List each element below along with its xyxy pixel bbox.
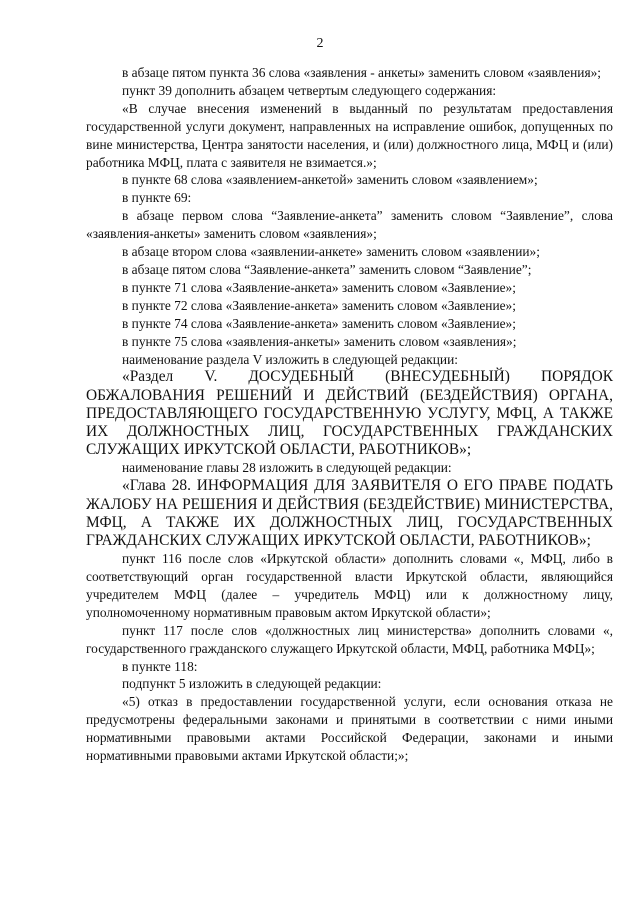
paragraph: в пункте 74 слова «Заявление-анкета» заменить словом «Заявление»; [122,315,516,331]
paragraph: «В случае внесения изменений в выданный по результатам предоставления государственной услуги документ, направленных на исправление ошибок, допущенных по вине министерства, Центра занятости населения, и (или) должностного лица, МФЦ и (или) работника МФЦ, плата с заявителя не взимается.»; [86,100,613,170]
paragraph: в пункте 75 слова «заявления-анкеты» заменить словом «заявления»; [122,333,517,349]
paragraph: наименование раздела V изложить в следующей редакции: [122,351,458,367]
page-number: 2 [316,36,324,51]
chapter-title-quote: «Глава 28. ИНФОРМАЦИЯ ДЛЯ ЗАЯВИТЕЛЯ О ЕГО ПРАВЕ ПОДАТЬ ЖАЛОБУ НА РЕШЕНИЯ И ДЕЙСТВИЯ (БЕЗДЕЙСТВИЕ) МИНИСТЕРСТВА, МФЦ, А ТАКЖЕ ИХ ДОЛЖНОСТНЫХ ЛИЦ, ГОСУДАРСТВЕННЫХ ГРАЖДАНСКИХ СЛУЖАЩИХ ИРКУТСКОЙ ОБЛАСТИ, РАБОТНИКОВ»; [86,477,613,549]
paragraph: в абзаце пятом пункта 36 слова «заявления - анкеты» заменить словом «заявления»; [122,65,602,80]
paragraph: в пункте 118: [122,658,198,674]
paragraph: «5) отказ в предоставлении государственной услуги, если основания отказа не предусмотрены федеральными законами и принятыми в соответствии с ними иными нормативными правовыми актами Российской Федерации, законами и иными нормативными правовыми актами Иркутской области;»; [86,694,613,764]
paragraph: в абзаце первом слова “Заявление-анкета” заменить словом “Заявление”, слова «заявления-анкеты» заменить словом «заявления»; [86,208,613,242]
section-title-quote: «Раздел V. ДОСУДЕБНЫЙ (ВНЕСУДЕБНЫЙ) ПОРЯДОК ОБЖАЛОВАНИЯ РЕШЕНИЙ И ДЕЙСТВИЙ (БЕЗДЕЙСТВИЯ) ОРГАНА, ПРЕДОСТАВЛЯЮЩЕГО ГОСУДАРСТВЕННУЮ УСЛУГУ, МФЦ, А ТАКЖЕ ИХ ДОЛЖНОСТНЫХ ЛИЦ, ГОСУДАРСТВЕННЫХ ГРАЖДАНСКИХ СЛУЖАЩИХ ИРКУТСКОЙ ОБЛАСТИ, РАБОТНИКОВ»; [86,368,613,459]
paragraph: подпункт 5 изложить в следующей редакции: [122,676,382,692]
paragraph: наименование главы 28 изложить в следующей редакции: [122,460,452,476]
paragraph: в абзаце пятом слова “Заявление-анкета” заменить словом “Заявление”; [122,261,532,277]
paragraph: пункт 39 дополнить абзацем четвертым следующего содержания: [122,82,497,98]
paragraph: в пункте 72 слова «Заявление-анкета» заменить словом «Заявление»; [122,297,516,313]
paragraph: в пункте 69: [122,190,192,206]
paragraph: в пункте 71 слова «Заявление-анкета» заменить словом «Заявление»; [122,279,516,295]
paragraph: пункт 117 после слов «должностных лиц министерства» дополнить словами «, государственного гражданского служащего Иркутской области, МФЦ, работника МФЦ»; [86,622,613,656]
document-body [86,64,613,765]
paragraph: пункт 116 после слов «Иркутской области» дополнить словами «, МФЦ, либо в соответствующий орган государственной власти Иркутской области, являющийся учредителем МФЦ (далее – учредитель МФЦ) или к должностному лицу, уполномоченному нормативным правовым актом Иркутской области»; [86,551,613,620]
paragraph: в пункте 68 слова «заявлением-анкетой» заменить словом «заявлением»; [122,172,538,188]
paragraph: в абзаце втором слова «заявлении-анкете» заменить словом «заявлении»; [122,244,540,260]
